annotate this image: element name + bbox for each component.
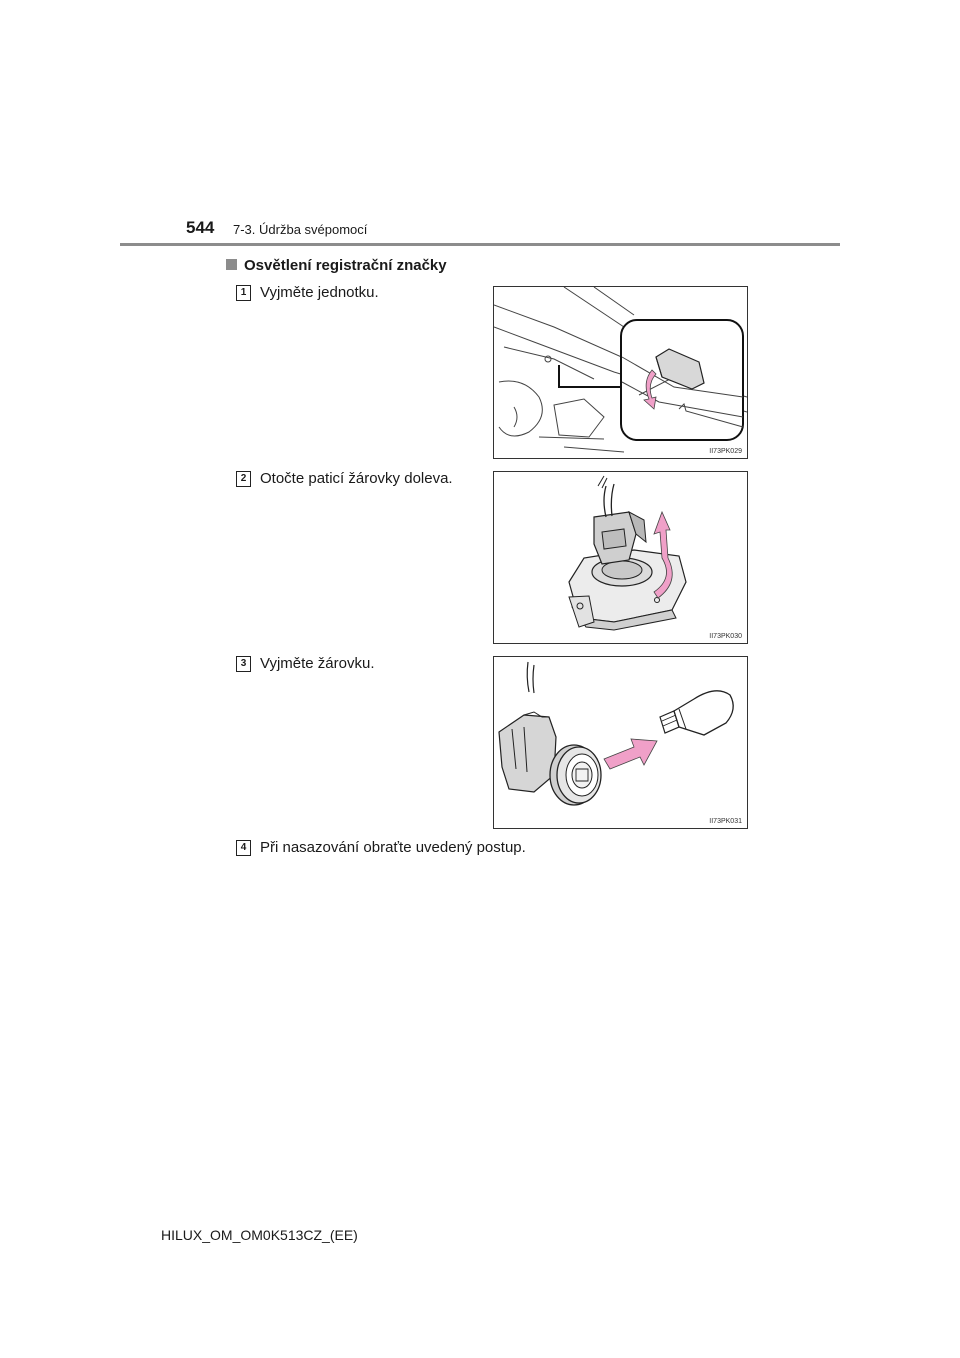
- figure-code-1: II73PK029: [709, 448, 742, 455]
- footer-doc-code: HILUX_OM_OM0K513CZ_(EE): [161, 1227, 358, 1243]
- figure-code-2: II73PK030: [709, 633, 742, 640]
- step-text-3: Vyjměte žárovku.: [260, 655, 375, 672]
- figure-1: [493, 286, 748, 459]
- step-number-2: 2: [236, 471, 251, 487]
- figure-code-3: II73PK031: [709, 818, 742, 825]
- subsection-heading: [226, 257, 447, 274]
- step-number-4: 4: [236, 840, 251, 856]
- step-text-1: Vyjměte jednotku.: [260, 284, 379, 301]
- bulb-socket-rotate-illustration-icon: [494, 472, 747, 643]
- figure-2: [493, 471, 748, 644]
- license-lamp-removal-illustration-icon: [494, 287, 747, 458]
- subsection-heading-text: Osvětlení registrační značky: [244, 257, 447, 274]
- step-number-3: 3: [236, 656, 251, 672]
- step-number-1: 1: [236, 285, 251, 301]
- bulb-pull-out-illustration-icon: [494, 657, 747, 828]
- header-divider: [120, 243, 840, 246]
- section-title: 7-3. Údržba svépomocí: [233, 222, 368, 237]
- page-number: 544: [186, 218, 215, 237]
- square-bullet-icon: [226, 259, 237, 270]
- figure-3: [493, 656, 748, 829]
- step-text-4: Při nasazování obraťte uvedený postup.: [260, 839, 526, 856]
- step-text-2: Otočte paticí žárovky doleva.: [260, 470, 453, 487]
